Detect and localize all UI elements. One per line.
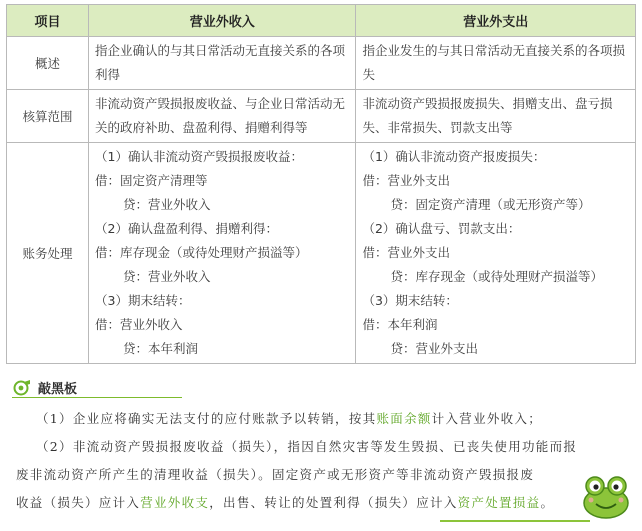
note-paragraph-2-line-3 <box>16 493 616 511</box>
note-text: 。 <box>540 495 555 510</box>
entry-line: 贷：营业外收入 <box>123 269 211 284</box>
comparison-table <box>6 4 636 364</box>
entry-line: （1）确认非流动资产报废损失： <box>362 149 546 164</box>
entry-line: 借：营业外支出 <box>362 173 450 188</box>
highlight-term: 营业外收支 <box>140 495 210 510</box>
highlight-term: 资产处置损益 <box>457 495 541 510</box>
cell-text: 指企业发生的与其日常活动无直接关系的各项损失 <box>362 43 625 82</box>
entry-line: 借：固定资产清理等 <box>95 173 208 188</box>
entry-line: （2）确认盘盈利得、捐赠利得： <box>95 221 278 236</box>
table-header-row <box>7 5 636 37</box>
highlight-term: 账面余额 <box>376 411 432 426</box>
row-label: 核算范围 <box>7 90 89 143</box>
cell-income <box>89 143 356 364</box>
entry-line: 贷：营业外收入 <box>123 197 211 212</box>
entry-line: 贷：本年利润 <box>123 341 199 356</box>
entry-line: 借：营业外支出 <box>362 245 450 260</box>
entry-line: 贷：营业外支出 <box>390 341 478 356</box>
entry-line: （3）期末结转： <box>95 293 191 308</box>
cell-text: 指企业确认的与其日常活动无直接关系的各项利得 <box>95 43 346 82</box>
entry-line: 贷：固定资产清理（或无形资产等） <box>390 197 591 212</box>
entry-line: （3）期末结转： <box>362 293 458 308</box>
row-label: 账务处理 <box>7 143 89 364</box>
header-expense: 营业外支出 <box>356 5 636 37</box>
entry-line: 贷：库存现金（或待处理财产损溢等） <box>390 269 603 284</box>
entry-line: 借：本年利润 <box>362 317 438 332</box>
note-paragraph-2-line-2: 废非流动资产所产生的清理收益（损失）。固定资产或无形资产等非流动资产毁损报废 <box>16 467 535 482</box>
entry-line: 借：营业外收入 <box>95 317 183 332</box>
decorative-underline <box>440 520 590 522</box>
note-text: 计入营业外收入； <box>431 411 543 426</box>
note-text: （1）企业应将确实无法支付的应付账款予以转销，按其 <box>36 411 377 426</box>
blackboard-title: 敲黑板 <box>38 381 78 397</box>
cell-text: 非流动资产毁损报废收益、与企业日常活动无关的政府补助、盘盈利得、捐赠利得等 <box>95 96 346 135</box>
note-text: 收益（损失）应计入 <box>16 495 141 510</box>
entry-line: （2）确认盘亏、罚款支出： <box>362 221 521 236</box>
table-row <box>7 143 636 364</box>
frog-mascot-icon <box>578 470 634 520</box>
row-label: 概述 <box>7 37 89 90</box>
cell-text: 非流动资产毁损报废损失、捐赠支出、盘亏损失、非常损失、罚款支出等 <box>362 96 613 135</box>
table-row <box>7 37 636 90</box>
note-text: ，出售、转让的处置利得（损失）应计入 <box>209 495 458 510</box>
header-item: 项目 <box>7 5 89 37</box>
table-row <box>7 90 636 143</box>
heading-underline <box>12 397 182 398</box>
cell-income <box>89 37 356 90</box>
header-income: 营业外收入 <box>89 5 356 37</box>
note-paragraph-2-line-1: （2）非流动资产毁损报废收益（损失），指因自然灾害等发生毁损、已丧失使用功能而报 <box>36 439 578 454</box>
entry-line: 借：库存现金（或待处理财产损溢等） <box>95 245 308 260</box>
blackboard-heading <box>12 377 77 397</box>
cell-expense <box>356 143 636 364</box>
cell-income <box>89 90 356 143</box>
entry-line: （1）确认非流动资产毁损报废收益： <box>95 149 303 164</box>
cell-expense <box>356 90 636 143</box>
whistle-icon <box>12 377 32 397</box>
cell-expense <box>356 37 636 90</box>
note-paragraph-1 <box>16 409 616 427</box>
